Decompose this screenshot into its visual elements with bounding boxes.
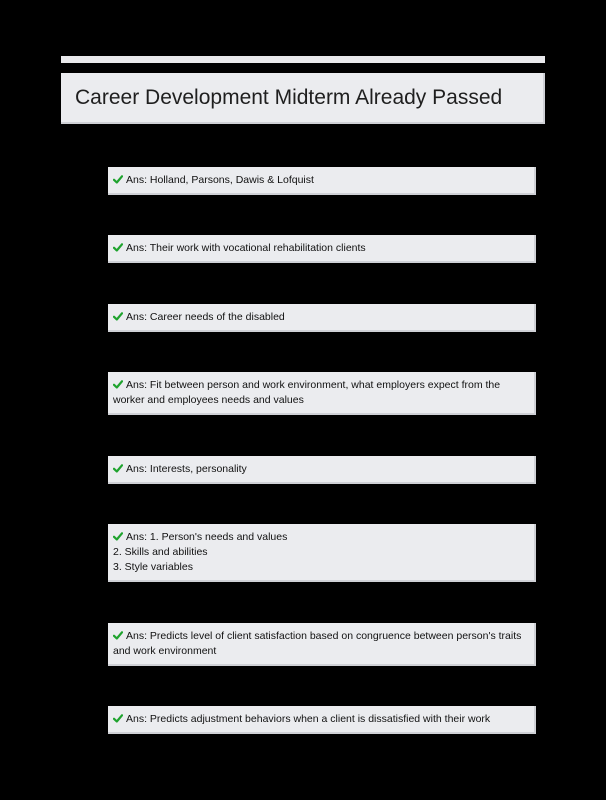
answer-line: Ans: 1. Person's needs and values: [126, 531, 288, 543]
answer-line: worker and employees needs and values: [113, 394, 304, 406]
answer-line: Ans: Their work with vocational rehabilitation clients: [126, 242, 366, 254]
answer-box: [108, 524, 536, 582]
answer-line: Ans: Predicts level of client satisfaction based on congruence between person's traits: [126, 630, 522, 642]
check-icon: [113, 464, 123, 473]
answer-line: and work environment: [113, 645, 217, 657]
answer-box: [108, 167, 536, 195]
check-icon: [113, 175, 123, 184]
answer-box: [108, 623, 536, 666]
answer-line: 2. Skills and abilities: [113, 546, 208, 558]
check-icon: [113, 631, 123, 640]
check-icon: [113, 243, 123, 252]
check-icon: [113, 380, 123, 389]
title-box: [61, 73, 545, 124]
answer-line: Ans: Holland, Parsons, Dawis & Lofquist: [126, 174, 314, 186]
check-icon: [113, 312, 123, 321]
answer-line: Ans: Career needs of the disabled: [126, 311, 285, 323]
answer-box: [108, 372, 536, 415]
page-title: Career Development Midterm Already Passed: [75, 86, 503, 109]
answer-line: Ans: Fit between person and work environment, what employers expect from the: [126, 379, 501, 391]
check-icon: [113, 714, 123, 723]
answer-box: [108, 456, 536, 484]
answer-box: [108, 304, 536, 332]
answer-box: [108, 706, 536, 734]
check-icon: [113, 532, 123, 541]
answer-line: Ans: Interests, personality: [126, 463, 247, 475]
answer-line: 3. Style variables: [113, 561, 193, 573]
top-rule: [61, 56, 545, 63]
answer-line: Ans: Predicts adjustment behaviors when a client is dissatisfied with their work: [126, 713, 491, 725]
answer-box: [108, 235, 536, 263]
